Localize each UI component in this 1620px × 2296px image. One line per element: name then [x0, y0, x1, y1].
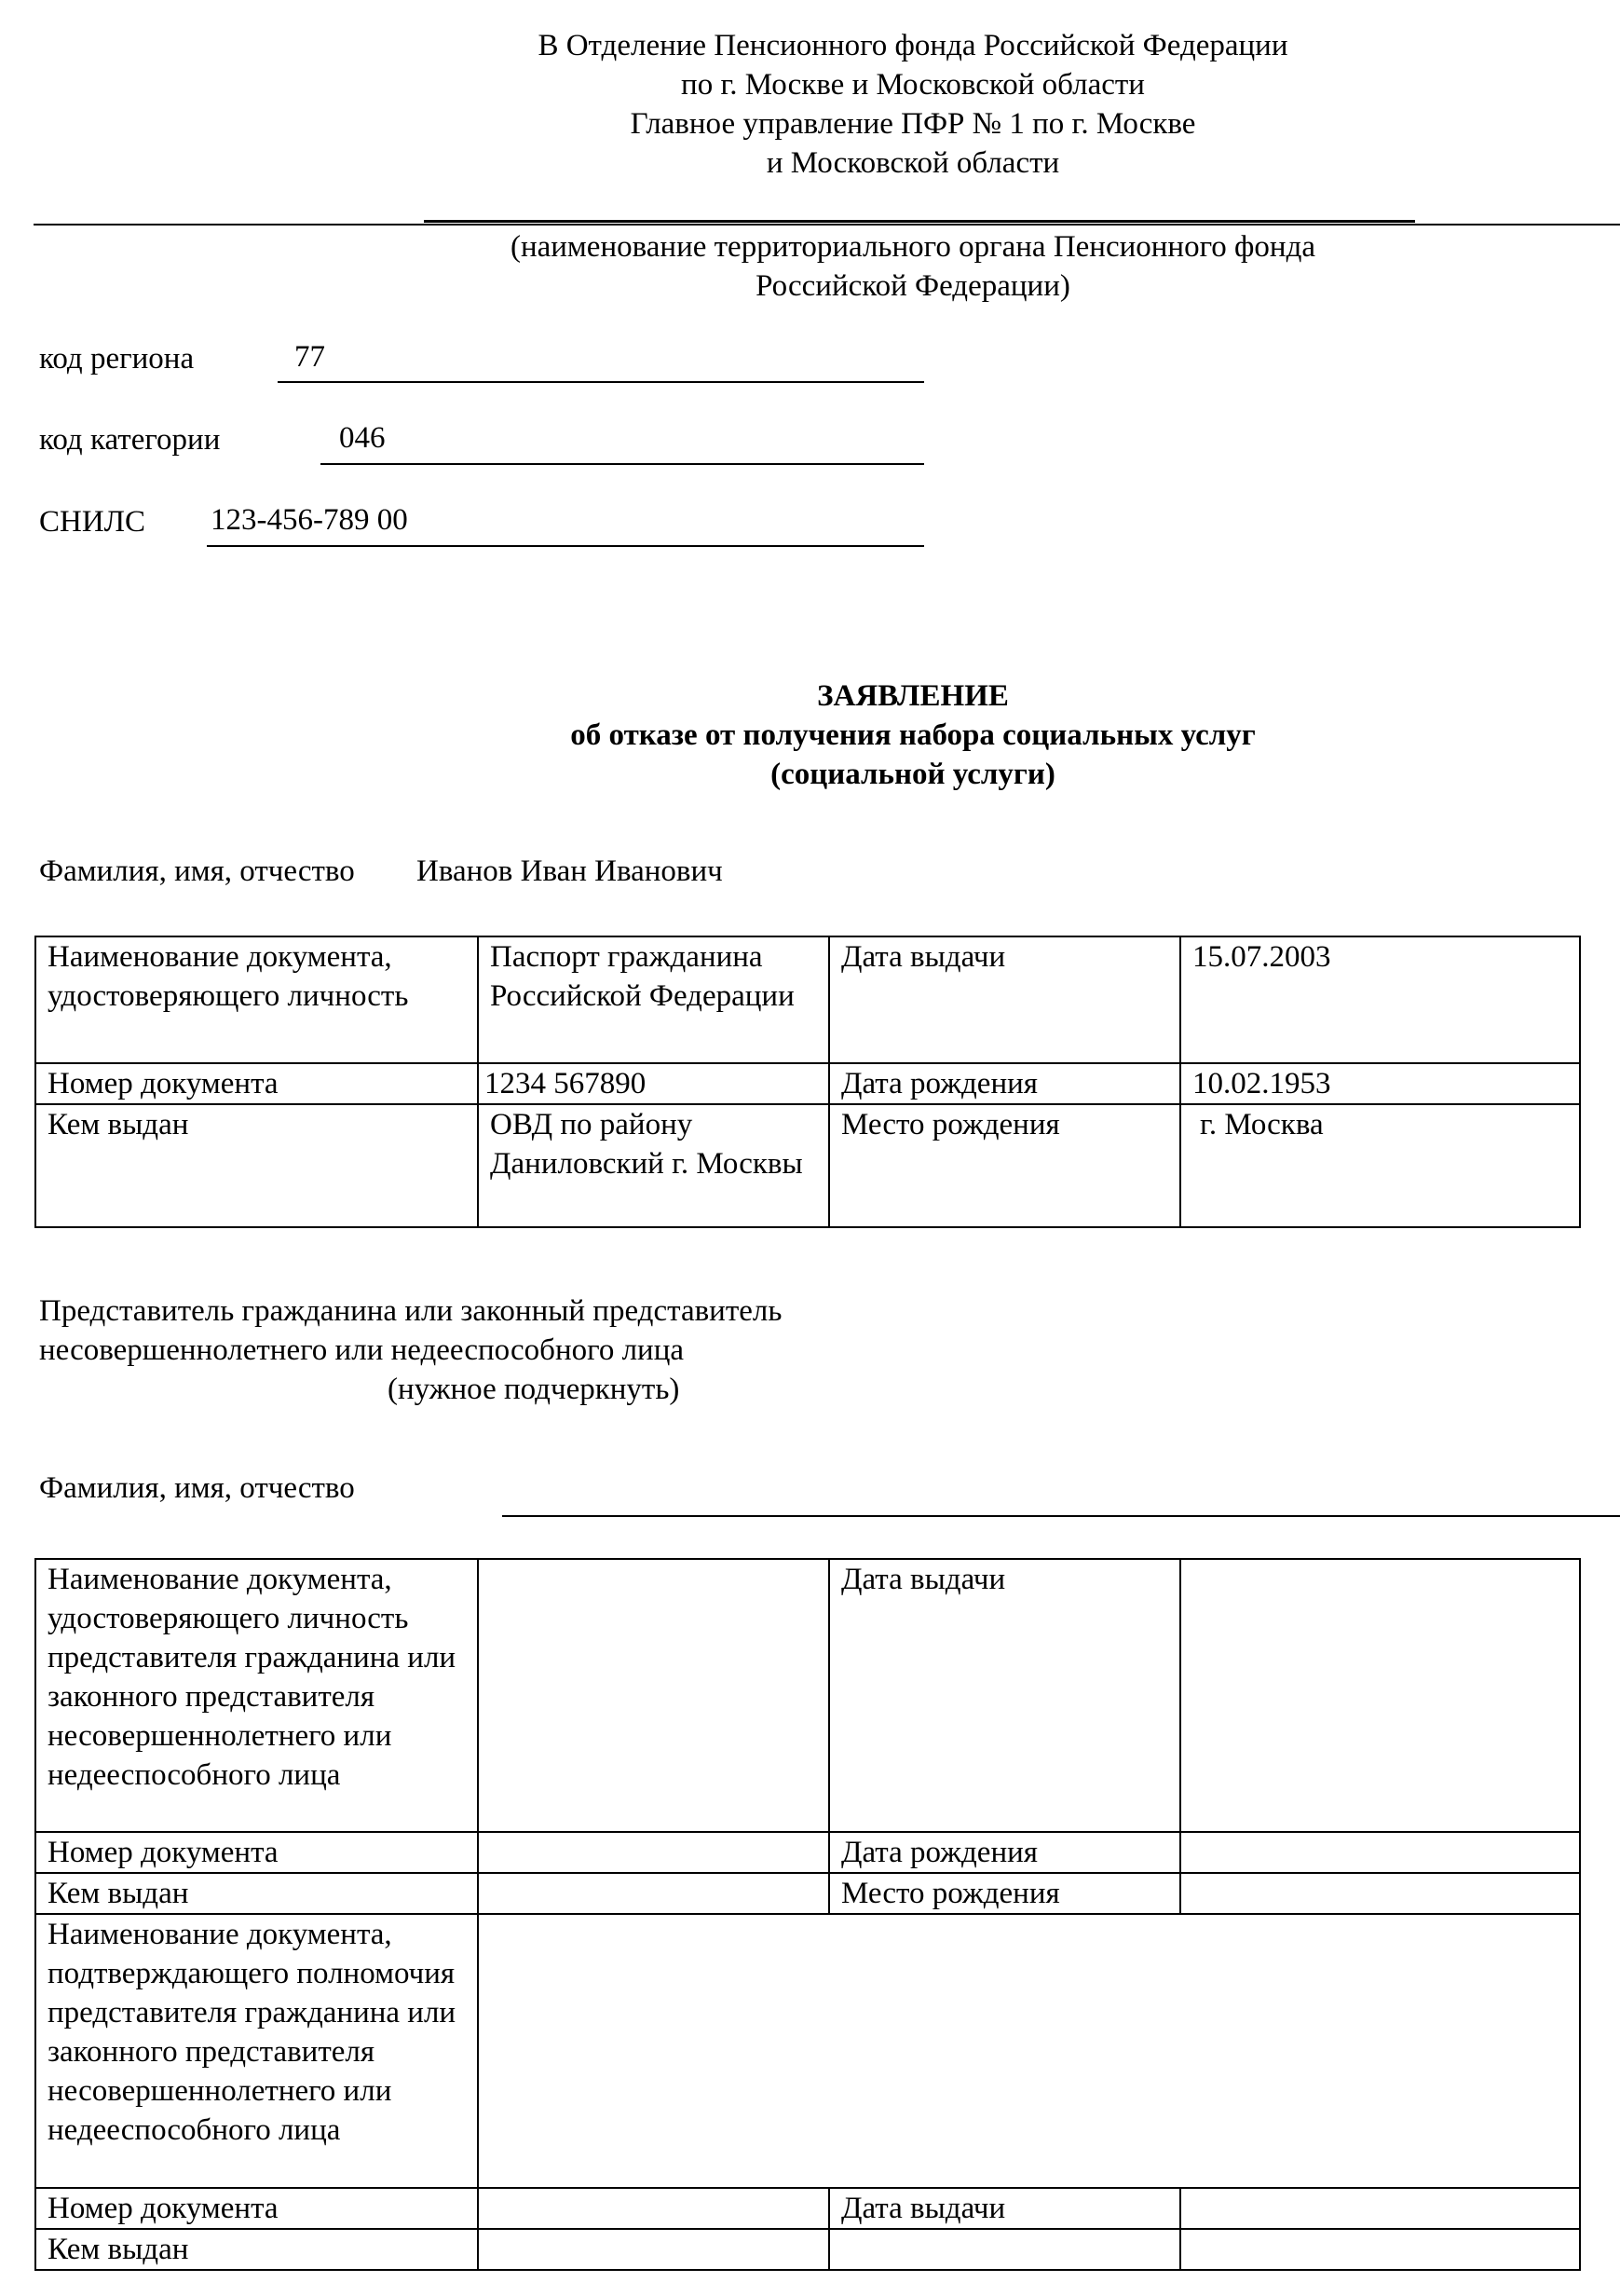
table-row: [35, 1832, 1580, 1873]
rep-birth-place-value[interactable]: [1180, 1873, 1580, 1914]
page-divider: [34, 224, 1620, 226]
table-row: [35, 2229, 1580, 2270]
representative-fio-underline: [502, 1515, 1620, 1517]
region-code-underline: [278, 381, 924, 383]
table-row: [35, 1559, 1580, 1832]
doc-name-value[interactable]: Паспорт гражданина Российской Федерации: [478, 936, 829, 1063]
applicant-fio-label: Фамилия, имя, отчество: [39, 854, 355, 888]
category-code-underline: [320, 463, 924, 465]
table-row: [35, 936, 1580, 1063]
authority-extra-value[interactable]: [1180, 2229, 1580, 2270]
authority-doc-label: Наименование документа, подтверждающего полномочия представителя гражданина или законного представителя несовершеннолетнего или недееспособного лица: [35, 1914, 478, 2188]
authority-issued-by-value[interactable]: [478, 2229, 829, 2270]
addressee-block: [307, 26, 1518, 183]
birth-date-value[interactable]: 10.02.1953: [1180, 1063, 1580, 1104]
addressee-line: В Отделение Пенсионного фонда Российской Федерации: [538, 29, 1288, 62]
addressee-line: по г. Москве и Московской области: [681, 68, 1145, 102]
representative-fio-label: Фамилия, имя, отчество: [39, 1471, 355, 1505]
applicant-id-table: [34, 936, 1581, 1228]
birth-place-label: Место рождения: [829, 1104, 1180, 1227]
snils-value[interactable]: 123-456-789 00: [211, 503, 408, 537]
authority-extra-label: [829, 2229, 1180, 2270]
issue-date-label: Дата выдачи: [829, 936, 1180, 1063]
snils-label: СНИЛС: [39, 505, 146, 539]
addressee-line: и Московской области: [766, 146, 1060, 180]
rep-doc-number-value[interactable]: [478, 1832, 829, 1873]
region-code-label: код региона: [39, 342, 195, 376]
org-caption: [307, 227, 1518, 306]
rep-issued-by-value[interactable]: [478, 1873, 829, 1914]
rep-issue-date-label: Дата выдачи: [829, 1559, 1180, 1832]
snils-underline: [207, 545, 924, 547]
org-caption-line: (наименование территориального органа Пенсионного фонда: [510, 230, 1316, 264]
issued-by-label: Кем выдан: [35, 1104, 478, 1227]
rep-doc-number-label: Номер документа: [35, 1832, 478, 1873]
authority-doc-number-value[interactable]: [478, 2188, 829, 2229]
authority-issued-by-label: Кем выдан: [35, 2229, 478, 2270]
addressee-line: Главное управление ПФР № 1 по г. Москве: [630, 107, 1196, 141]
authority-issue-date-value[interactable]: [1180, 2188, 1580, 2229]
org-name-underline: [424, 220, 1415, 223]
rep-birth-date-label: Дата рождения: [829, 1832, 1180, 1873]
representative-line: несовершеннолетнего или недееспособного лица: [39, 1333, 685, 1367]
representative-line: Представитель гражданина или законный представитель: [39, 1294, 783, 1328]
doc-number-value[interactable]: 1234 567890: [478, 1063, 829, 1104]
table-row: [35, 1104, 1580, 1227]
category-code-label: код категории: [39, 423, 221, 457]
applicant-fio-value[interactable]: Иванов Иван Иванович: [416, 854, 723, 888]
doc-name-label: Наименование документа, удостоверяющего личность: [35, 936, 478, 1063]
rep-doc-name-value[interactable]: [478, 1559, 829, 1832]
authority-doc-value[interactable]: [478, 1914, 1580, 2188]
category-code-value[interactable]: 046: [339, 421, 386, 455]
issue-date-value[interactable]: 15.07.2003: [1180, 936, 1580, 1063]
representative-caption: [39, 1292, 971, 1370]
title-subtitle: (социальной услуги): [770, 758, 1055, 791]
rep-issue-date-value[interactable]: [1180, 1559, 1580, 1832]
region-code-value[interactable]: 77: [294, 340, 325, 374]
birth-place-value[interactable]: г. Москва: [1180, 1104, 1580, 1227]
rep-birth-date-value[interactable]: [1180, 1832, 1580, 1873]
rep-birth-place-label: Место рождения: [829, 1873, 1180, 1914]
title-subtitle: об отказе от получения набора социальных услуг: [570, 718, 1256, 752]
authority-issue-date-label: Дата выдачи: [829, 2188, 1180, 2229]
table-row: [35, 1914, 1580, 2188]
representative-hint: (нужное подчеркнуть): [388, 1373, 680, 1406]
issued-by-value[interactable]: ОВД по району Даниловский г. Москвы: [478, 1104, 829, 1227]
org-caption-line: Российской Федерации): [756, 269, 1070, 303]
title-heading: ЗАЯВЛЕНИЕ: [817, 679, 1009, 713]
document-title: [307, 676, 1518, 794]
authority-doc-number-label: Номер документа: [35, 2188, 478, 2229]
rep-doc-name-label: Наименование документа, удостоверяющего личность представителя гражданина или законного представителя несовершеннолетнего или недееспособного лица: [35, 1559, 478, 1832]
rep-issued-by-label: Кем выдан: [35, 1873, 478, 1914]
table-row: [35, 1873, 1580, 1914]
birth-date-label: Дата рождения: [829, 1063, 1180, 1104]
table-row: [35, 1063, 1580, 1104]
representative-id-table: [34, 1558, 1581, 2271]
table-row: [35, 2188, 1580, 2229]
doc-number-label: Номер документа: [35, 1063, 478, 1104]
